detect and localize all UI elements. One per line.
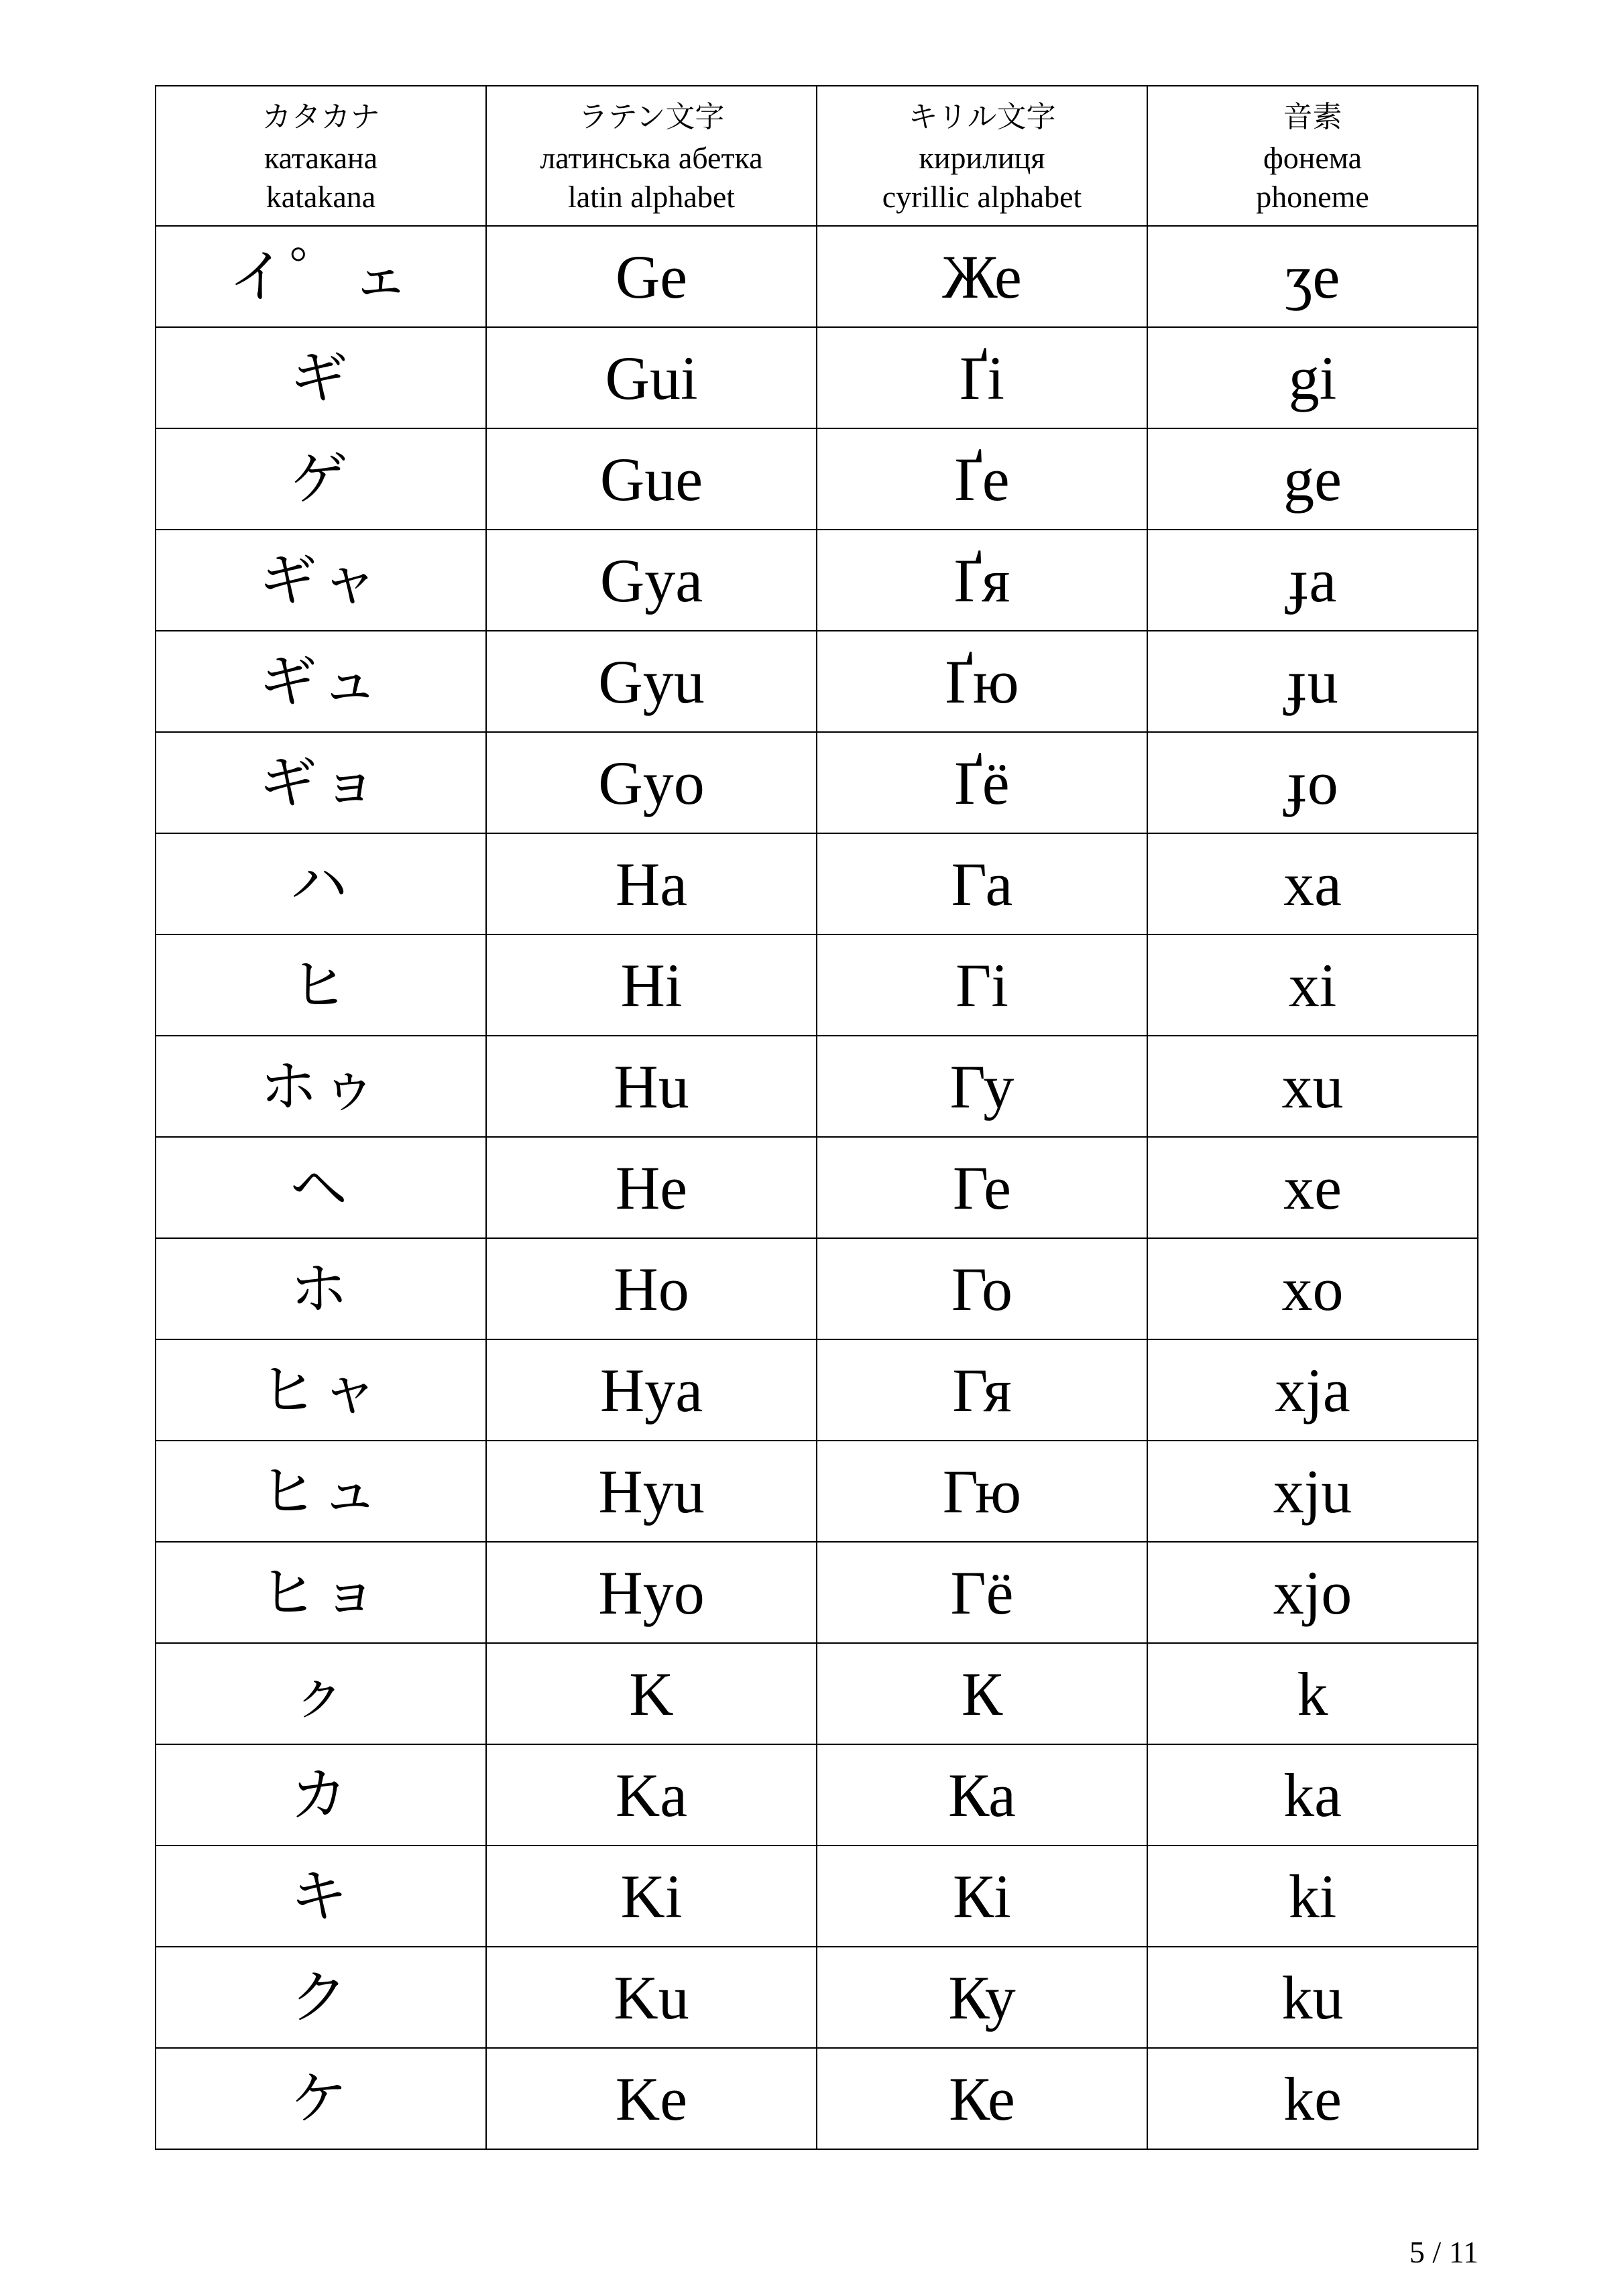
katakana-cell: ク [156,1947,486,2048]
phoneme-cell: ʒe [1147,226,1478,327]
table-row [156,1137,1478,1238]
katakana-cell: ケ [156,2048,486,2149]
latin-cell: Gya [486,530,817,631]
header-cyrillic [817,86,1147,226]
latin-cell: Ki [486,1846,817,1947]
katakana-cell: ヘ [156,1137,486,1238]
header-label-ukrainian: фонема [1263,140,1362,175]
header-label-japanese: ラテン文字 [578,99,725,134]
table-row [156,530,1478,631]
katakana-cell: ヒャ [156,1339,486,1441]
cyrillic-cell: Гю [817,1441,1147,1542]
katakana-cell: ゲ [156,428,486,530]
latin-cell: Ku [486,1947,817,2048]
latin-cell: Ho [486,1238,817,1339]
katakana-cell: ㇰ [156,1643,486,1744]
phoneme-cell: xo [1147,1238,1478,1339]
header-label-japanese: 音素 [1283,99,1342,134]
table-row [156,1441,1478,1542]
header-label-english: cyrillic alphabet [882,179,1082,214]
phoneme-cell: ɟo [1147,732,1478,833]
cyrillic-cell: Га [817,833,1147,934]
table-row [156,226,1478,327]
table-row [156,2048,1478,2149]
header-label-japanese: カタカナ [262,99,380,134]
cyrillic-cell: Кі [817,1846,1147,1947]
cyrillic-cell: Ке [817,2048,1147,2149]
phoneme-cell: xja [1147,1339,1478,1441]
latin-cell: Ge [486,226,817,327]
transliteration-table [155,85,1478,2150]
table-row [156,934,1478,1036]
phoneme-cell: ge [1147,428,1478,530]
page-number: 5 / 11 [1409,2235,1478,2269]
latin-cell: Hyo [486,1542,817,1643]
latin-cell: Hya [486,1339,817,1441]
cyrillic-cell: Ґё [817,732,1147,833]
katakana-cell: ヒ [156,934,486,1036]
header-latin [486,86,817,226]
cyrillic-cell: Ґя [817,530,1147,631]
table-row [156,1542,1478,1643]
table-row [156,1339,1478,1441]
phoneme-cell: ɟa [1147,530,1478,631]
latin-cell: Ha [486,833,817,934]
header-label-ukrainian: катакана [264,140,378,175]
cyrillic-cell: Же [817,226,1147,327]
table-row [156,833,1478,934]
cyrillic-cell: Ґю [817,631,1147,732]
phoneme-cell: xe [1147,1137,1478,1238]
katakana-cell: カ [156,1744,486,1846]
phoneme-cell: k [1147,1643,1478,1744]
phoneme-cell: ke [1147,2048,1478,2149]
header-katakana [156,86,486,226]
latin-cell: Hu [486,1036,817,1137]
phoneme-cell: xi [1147,934,1478,1036]
latin-cell: Gyu [486,631,817,732]
table-row [156,1643,1478,1744]
katakana-cell: ギ [156,327,486,428]
table-row [156,1744,1478,1846]
header-label-english: phoneme [1256,179,1369,214]
katakana-cell: キ [156,1846,486,1947]
table-body [156,226,1478,2149]
cyrillic-cell: Ку [817,1947,1147,2048]
latin-cell: K [486,1643,817,1744]
latin-cell: He [486,1137,817,1238]
table-row [156,1947,1478,2048]
katakana-cell: ヒュ [156,1441,486,1542]
table-row [156,428,1478,530]
cyrillic-cell: Гя [817,1339,1147,1441]
latin-cell: Ka [486,1744,817,1846]
cyrillic-cell: Ге [817,1137,1147,1238]
header-label-ukrainian: латинська абетка [540,140,763,175]
phoneme-cell: xa [1147,833,1478,934]
table-row [156,631,1478,732]
cyrillic-cell: Гу [817,1036,1147,1137]
table-row [156,732,1478,833]
katakana-cell: ヒョ [156,1542,486,1643]
katakana-cell: ホゥ [156,1036,486,1137]
cyrillic-cell: Ка [817,1744,1147,1846]
header-label-japanese: キリル文字 [908,99,1056,134]
katakana-cell: ホ [156,1238,486,1339]
table-row [156,1036,1478,1137]
table-row [156,327,1478,428]
latin-cell: Gue [486,428,817,530]
cyrillic-cell: К [817,1643,1147,1744]
katakana-cell: ギャ [156,530,486,631]
katakana-cell: ギョ [156,732,486,833]
header-label-english: latin alphabet [567,179,736,214]
phoneme-cell: ka [1147,1744,1478,1846]
cyrillic-cell: Ґі [817,327,1147,428]
latin-cell: Hi [486,934,817,1036]
latin-cell: Gui [486,327,817,428]
phoneme-cell: xu [1147,1036,1478,1137]
phoneme-cell: ɟu [1147,631,1478,732]
header-label-ukrainian: кирилиця [919,140,1045,175]
katakana-cell: ギュ [156,631,486,732]
latin-cell: Ke [486,2048,817,2149]
cyrillic-cell: Го [817,1238,1147,1339]
table-row [156,1846,1478,1947]
cyrillic-cell: Ґе [817,428,1147,530]
phoneme-cell: gi [1147,327,1478,428]
latin-cell: Gyo [486,732,817,833]
phoneme-cell: xjo [1147,1542,1478,1643]
header-row [156,86,1478,226]
katakana-cell: イ゜ェ [156,226,486,327]
header-phoneme [1147,86,1478,226]
cyrillic-cell: Гі [817,934,1147,1036]
phoneme-cell: ki [1147,1846,1478,1947]
katakana-cell: ハ [156,833,486,934]
cyrillic-cell: Гё [817,1542,1147,1643]
header-label-english: katakana [266,179,376,214]
latin-cell: Hyu [486,1441,817,1542]
phoneme-cell: ku [1147,1947,1478,2048]
phoneme-cell: xju [1147,1441,1478,1542]
table-row [156,1238,1478,1339]
